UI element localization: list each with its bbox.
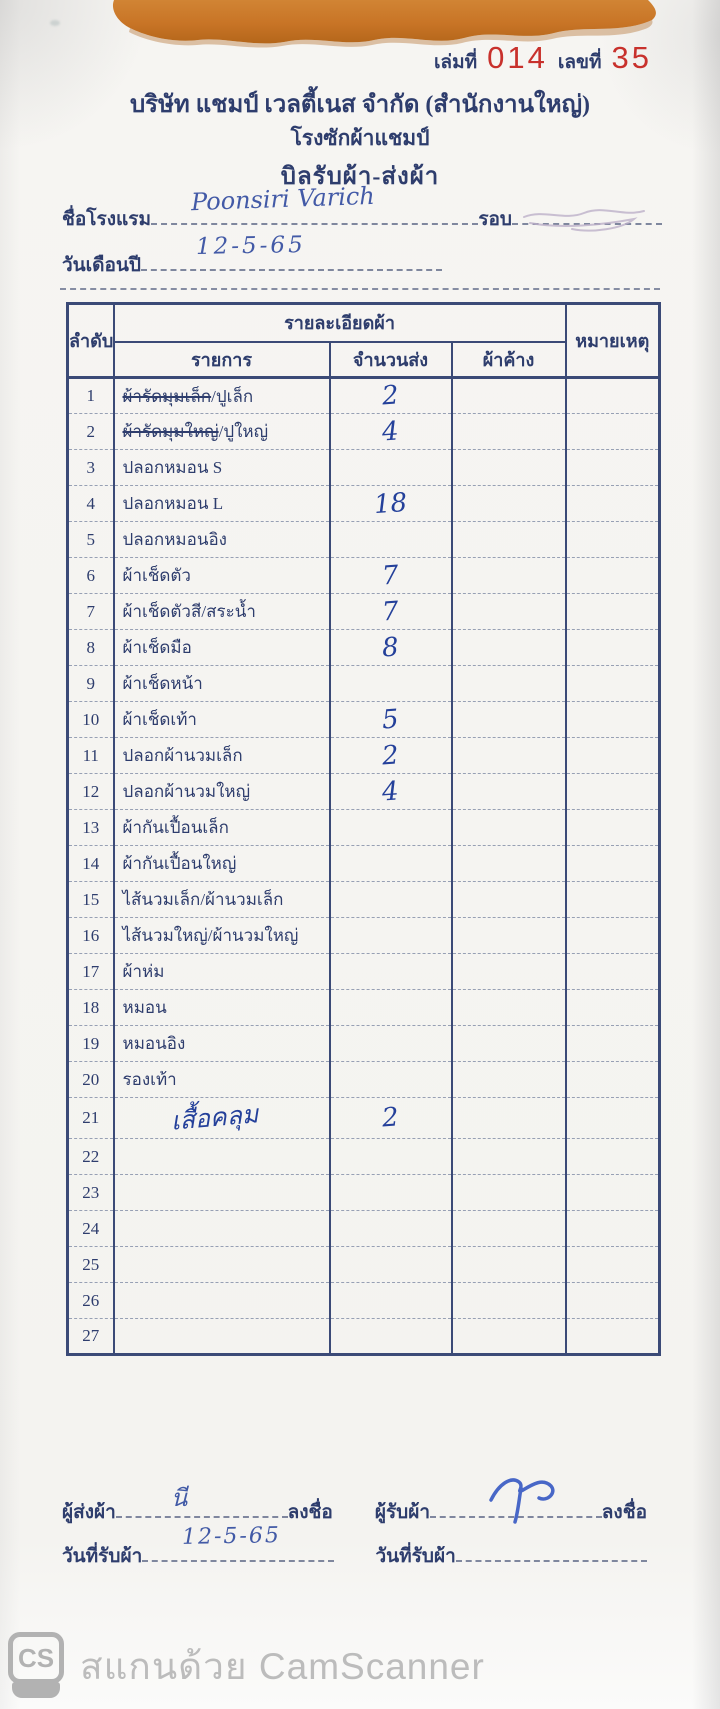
row-number: 1 [68, 378, 114, 414]
qty-handwritten: 7 [381, 595, 400, 628]
row-item: ปลอกผ้านวมเล็ก [114, 738, 330, 774]
row-remark [566, 594, 660, 630]
hotel-fill-line [151, 181, 478, 225]
row-pending [452, 1098, 566, 1139]
row-remark [566, 666, 660, 702]
table-row [68, 810, 660, 846]
row-qty-sent [330, 594, 452, 630]
row-qty-sent [330, 954, 452, 990]
date-received-label-left: วันที่รับผ้า [62, 1546, 143, 1567]
qty-handwritten: 8 [381, 631, 400, 664]
row-remark [566, 486, 660, 522]
row-pending [452, 990, 566, 1026]
row-remark [566, 630, 660, 666]
camscanner-logo-icon [8, 1632, 66, 1700]
row-number: 20 [68, 1062, 114, 1098]
book-number: 014 [487, 40, 548, 75]
row-remark [566, 1211, 660, 1247]
row-item: ผ้าเช็ดตัวสี/สระน้ำ [114, 594, 330, 630]
number-label: เลขที่ [557, 52, 602, 73]
row-remark [566, 810, 660, 846]
row-pending [452, 810, 566, 846]
row-pending [452, 1247, 566, 1283]
qty-handwritten: 4 [381, 775, 400, 808]
row-number: 9 [68, 666, 114, 702]
row-pending [452, 486, 566, 522]
date-fill-line [141, 232, 442, 271]
row-number: 17 [68, 954, 114, 990]
row-remark [566, 450, 660, 486]
col-header-details: รายละเอียดผ้า [114, 304, 566, 342]
qty-handwritten: 4 [381, 415, 400, 448]
table-row [68, 846, 660, 882]
row-item [114, 378, 330, 414]
row-number: 24 [68, 1211, 114, 1247]
row-item: ผ้าเช็ดหน้า [114, 666, 330, 702]
row-pending [452, 774, 566, 810]
item-handwritten: เสื้อคลุม [169, 1099, 259, 1136]
row-item: หมอนอิง [114, 1026, 330, 1062]
qty-handwritten: 5 [381, 703, 400, 736]
item-struck-text: ผ้ารัดมุมเล็ก [122, 386, 212, 406]
row-remark [566, 1247, 660, 1283]
row-number: 14 [68, 846, 114, 882]
table-row [68, 630, 660, 666]
qty-handwritten: 7 [381, 559, 400, 592]
table-row [68, 1211, 660, 1247]
row-remark [566, 990, 660, 1026]
row-qty-sent [330, 810, 452, 846]
table-row [68, 990, 660, 1026]
date-received-line-right [456, 1548, 647, 1562]
row-pending [452, 1283, 566, 1319]
row-number: 12 [68, 774, 114, 810]
company-name: บริษัท แชมป์ เวลตี้เนส จำกัด (สำนักงานใหญ่) [129, 92, 591, 118]
row-number: 11 [68, 738, 114, 774]
row-number: 10 [68, 702, 114, 738]
row-pending [452, 882, 566, 918]
date-received-label-right: วันที่รับผ้า [375, 1546, 456, 1567]
col-header-qty-sent: จำนวนส่ง [330, 342, 452, 378]
scan-smudge [50, 20, 60, 26]
row-remark [566, 918, 660, 954]
row-qty-sent [330, 1062, 452, 1098]
date-handwritten: 12-5-65 [195, 232, 306, 260]
received-date-line [62, 1523, 647, 1571]
qty-handwritten: 2 [381, 1102, 400, 1134]
col-header-item: รายการ [114, 342, 330, 378]
row-remark [566, 522, 660, 558]
hotel-label: ชื่อโรงแรม [62, 209, 151, 230]
row-qty-sent [330, 738, 452, 774]
row-item: ผ้ากันเปื้อนใหญ่ [114, 846, 330, 882]
row-number: 26 [68, 1283, 114, 1319]
item-struck-text: ผ้ารัดมุมใหญ่ [122, 422, 219, 441]
row-remark [566, 1319, 660, 1355]
row-item: ผ้ากันเปื้อนเล็ก [114, 810, 330, 846]
row-item: ผ้าห่ม [114, 954, 330, 990]
table-row [68, 558, 660, 594]
row-qty-sent [330, 1319, 452, 1355]
row-pending [452, 1175, 566, 1211]
round-label: รอบ [478, 209, 512, 230]
table-row [68, 1175, 660, 1211]
document-title: บิลรับผ้า-ส่งผ้า [280, 164, 440, 190]
row-number: 3 [68, 450, 114, 486]
row-item: ปลอกหมอนอิง [114, 522, 330, 558]
row-item: ไส้นวมเล็ก/ผ้านวมเล็ก [114, 882, 330, 918]
col-header-remark: หมายเหตุ [566, 304, 660, 378]
row-item: ผ้าเช็ดเท้า [114, 702, 330, 738]
item-rest-text: /ปูใหญ่ [218, 422, 269, 441]
round-fill-line [512, 211, 662, 225]
table-row [68, 1247, 660, 1283]
row-item [114, 1175, 330, 1211]
pencil-scribble [522, 203, 652, 233]
camscanner-watermark [8, 1632, 485, 1700]
cs-logo-box: CS [8, 1632, 64, 1684]
row-item [114, 1211, 330, 1247]
row-number: 13 [68, 810, 114, 846]
row-item [114, 1319, 330, 1355]
row-pending [452, 414, 566, 450]
col-header-pending: ผ้าค้าง [452, 342, 566, 378]
row-item: ผ้าเช็ดมือ [114, 630, 330, 666]
row-remark [566, 558, 660, 594]
row-remark [566, 738, 660, 774]
row-pending [452, 1062, 566, 1098]
row-number: 19 [68, 1026, 114, 1062]
row-pending [452, 558, 566, 594]
row-qty-sent [330, 1247, 452, 1283]
date-received-handwritten: 12-5-65 [182, 1523, 282, 1550]
table-row [68, 450, 660, 486]
row-item: ปลอกผ้านวมใหญ่ [114, 774, 330, 810]
row-qty-sent [330, 1283, 452, 1319]
row-qty-sent [330, 666, 452, 702]
laundry-table-body [68, 378, 660, 1355]
sender-sign-line [116, 1484, 288, 1518]
row-item [114, 1247, 330, 1283]
row-qty-sent [330, 486, 452, 522]
table-row [68, 594, 660, 630]
receiver-sign-line [430, 1504, 602, 1518]
row-qty-sent [330, 918, 452, 954]
row-remark [566, 1062, 660, 1098]
sign-label-left: ลงชื่อ [287, 1502, 333, 1523]
row-remark [566, 414, 660, 450]
row-item: หมอน [114, 990, 330, 1026]
row-item: ผ้าเช็ดตัว [114, 558, 330, 594]
table-row [68, 1062, 660, 1098]
row-pending [452, 738, 566, 774]
qty-handwritten: 2 [381, 739, 400, 772]
table-row [68, 666, 660, 702]
row-item: รองเท้า [114, 1062, 330, 1098]
row-item [114, 1139, 330, 1175]
row-item [114, 414, 330, 450]
row-remark [566, 1175, 660, 1211]
row-qty-sent [330, 414, 452, 450]
row-remark [566, 882, 660, 918]
row-number: 15 [68, 882, 114, 918]
row-pending [452, 378, 566, 414]
row-remark [566, 1098, 660, 1139]
row-qty-sent [330, 1139, 452, 1175]
receiver-label: ผู้รับผ้า [374, 1502, 431, 1523]
row-pending [452, 1139, 566, 1175]
row-pending [452, 1319, 566, 1355]
table-row [68, 918, 660, 954]
table-row [68, 414, 660, 450]
table-row [68, 378, 660, 414]
row-pending [452, 1026, 566, 1062]
book-label: เล่มที่ [433, 52, 478, 73]
table-row [68, 702, 660, 738]
sender-label: ผู้ส่งผ้า [62, 1502, 116, 1523]
table-row [68, 774, 660, 810]
row-qty-sent [330, 774, 452, 810]
qty-handwritten: 2 [381, 380, 400, 412]
date-line [62, 232, 442, 280]
row-qty-sent [330, 630, 452, 666]
row-pending [452, 450, 566, 486]
qty-handwritten: 18 [372, 487, 409, 520]
laundry-name: โรงซักผ้าแชมป์ [290, 126, 430, 150]
row-qty-sent [330, 378, 452, 414]
row-remark [566, 1283, 660, 1319]
sender-signature: นี [170, 1484, 188, 1512]
row-pending [452, 1211, 566, 1247]
date-received-line-left [142, 1523, 333, 1562]
cs-logo-tab [12, 1682, 60, 1698]
row-number: 18 [68, 990, 114, 1026]
row-remark [566, 1026, 660, 1062]
row-qty-sent [330, 558, 452, 594]
camscanner-text: สแกนด้วย CamScanner [80, 1645, 485, 1687]
row-remark [566, 1139, 660, 1175]
row-pending [452, 918, 566, 954]
table-row [68, 1139, 660, 1175]
table-row [68, 882, 660, 918]
row-item: ปลอกหมอน L [114, 486, 330, 522]
row-number: 4 [68, 486, 114, 522]
table-row [68, 1098, 660, 1139]
hotel-line [62, 181, 662, 234]
receiver-signature [485, 1470, 575, 1528]
table-row [68, 738, 660, 774]
row-remark [566, 846, 660, 882]
row-qty-sent [330, 882, 452, 918]
table-row [68, 1283, 660, 1319]
row-number: 7 [68, 594, 114, 630]
table-row [68, 522, 660, 558]
row-qty-sent [330, 1211, 452, 1247]
row-remark [566, 954, 660, 990]
row-qty-sent [330, 522, 452, 558]
row-qty-sent [330, 990, 452, 1026]
row-number: 5 [68, 522, 114, 558]
row-pending [452, 522, 566, 558]
bill-number: 35 [611, 40, 652, 75]
table-row [68, 954, 660, 990]
row-qty-sent [330, 450, 452, 486]
row-pending [452, 666, 566, 702]
row-number: 2 [68, 414, 114, 450]
row-number: 25 [68, 1247, 114, 1283]
row-qty-sent [330, 1026, 452, 1062]
row-qty-sent [330, 702, 452, 738]
row-number: 22 [68, 1139, 114, 1175]
row-remark [566, 702, 660, 738]
row-pending [452, 702, 566, 738]
row-remark [566, 774, 660, 810]
hotel-name-handwritten: Poonsiri Varich [190, 181, 376, 217]
item-rest-text: /ปูเล็ก [211, 386, 254, 406]
row-pending [452, 954, 566, 990]
row-pending [452, 846, 566, 882]
table-row [68, 1026, 660, 1062]
dashed-rule [60, 288, 660, 290]
row-number: 27 [68, 1319, 114, 1355]
row-remark [566, 378, 660, 414]
row-pending [452, 594, 566, 630]
signature-line [62, 1484, 648, 1527]
row-number: 16 [68, 918, 114, 954]
row-item [114, 1283, 330, 1319]
row-number: 23 [68, 1175, 114, 1211]
col-header-no: ลำดับ [68, 304, 114, 378]
row-pending [452, 630, 566, 666]
serial-line [0, 40, 652, 77]
sign-label-right: ลงชื่อ [601, 1502, 648, 1523]
row-item: ไส้นวมใหญ่/ผ้านวมใหญ่ [114, 918, 330, 954]
row-item: ปลอกหมอน S [114, 450, 330, 486]
row-qty-sent [330, 846, 452, 882]
row-qty-sent [330, 1098, 452, 1139]
date-label: วันเดือนปี [62, 255, 141, 276]
row-number: 21 [68, 1098, 114, 1139]
table-row [68, 486, 660, 522]
row-item [114, 1098, 330, 1139]
row-number: 8 [68, 630, 114, 666]
row-number: 6 [68, 558, 114, 594]
row-qty-sent [330, 1175, 452, 1211]
table-row [68, 1319, 660, 1355]
laundry-table [66, 302, 661, 1356]
